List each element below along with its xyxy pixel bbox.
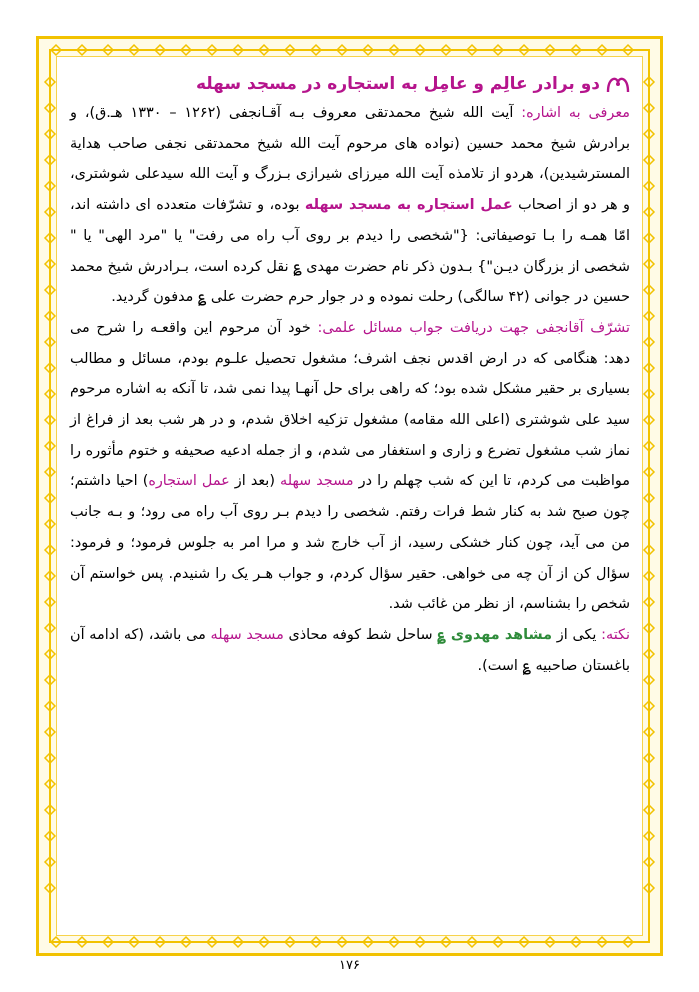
border-diamond [644, 857, 654, 867]
section-title-text: دو برادر عالِم و عامِل به استجاره در مسجد سهله [195, 74, 600, 94]
border-diamond [644, 337, 654, 347]
border-diamond [45, 233, 55, 243]
paragraph-intro [70, 98, 630, 313]
border-diamond [571, 937, 581, 947]
intro-text-2: بوده، و تشرّفات متعدده ای داشته اند، امّا همـه را بـا توصیفاتی: {"شخصی را دیدم بر روی آب راه می رفت" یا "مرد الهی" یا " شخصی از بزرگان دیـن"} بـدون ذکر نام حضرت مهدی ؏ نقل کرده است، بـرادرش شیخ محمد حسین در جوانی (۴۲ سالگی) رحلت نموده و در جوار حرم حضرت علی ؏ مدفون گردید. [70, 197, 630, 306]
intro-label: معرفی به اشاره: [521, 105, 630, 121]
border-diamond [129, 45, 139, 55]
border-diamond [259, 45, 269, 55]
border-diamond [493, 937, 503, 947]
border-diamond [155, 937, 165, 947]
border-diamond [45, 701, 55, 711]
border-diamond [45, 623, 55, 633]
border-diamond [441, 937, 451, 947]
border-diamond [363, 937, 373, 947]
border-diamond [597, 45, 607, 55]
border-diamond [45, 311, 55, 321]
border-diamond [155, 45, 165, 55]
border-diamond [233, 45, 243, 55]
note-text-1: یکی از [552, 626, 602, 643]
border-diamond [644, 701, 654, 711]
border-diamond [644, 831, 654, 841]
border-diamond [644, 233, 654, 243]
border-diamond [644, 285, 654, 295]
document-body [70, 70, 630, 890]
border-diamond [45, 415, 55, 425]
border-diamond [311, 45, 321, 55]
border-diamond [644, 805, 654, 815]
border-diamond [415, 937, 425, 947]
border-diamond [51, 937, 61, 947]
border-diamond [45, 571, 55, 581]
border-diamond [441, 45, 451, 55]
border-diamond [644, 649, 654, 659]
border-diamond [45, 727, 55, 737]
border-diamond [644, 181, 654, 191]
note-text-2: ساحل شط کوفه محاذی [283, 626, 438, 643]
border-diamond [45, 337, 55, 347]
note-green-highlight: مشاهد مهدوی ؏ [437, 626, 553, 643]
border-diamond [45, 753, 55, 763]
story-text-2: (بعد از [229, 473, 280, 490]
border-diamond [45, 389, 55, 399]
border-diamond [644, 103, 654, 113]
border-diamond [644, 389, 654, 399]
border-diamond [415, 45, 425, 55]
border-diamond [644, 753, 654, 763]
border-diamond [181, 45, 191, 55]
border-diamond [644, 415, 654, 425]
border-diamond [644, 493, 654, 503]
border-diamond [644, 77, 654, 87]
border-diamond [644, 519, 654, 529]
border-diamond [644, 259, 654, 269]
border-diamond [545, 937, 555, 947]
border-diamond [45, 77, 55, 87]
story-highlight-2: عمل استجاره [148, 473, 230, 490]
intro-highlight: عمل استجاره به مسجد سهله [304, 197, 513, 214]
border-diamond [644, 675, 654, 685]
border-diamond [644, 883, 654, 893]
border-diamond [45, 493, 55, 503]
paragraph-note [70, 620, 630, 681]
intro-text-1: آیت الله شیخ محمدتقی معروف بـه آقـانجفی (۱۲۶۲ – ۱۳۳۰ هـ.ق)، و برادرش شیخ محمد حسین (نواده های مرحوم آیت الله شیخ محمدتقی نجفی صاحب هدایة المسترشیدین)، هردو از تلامذه آیت الله میرزای شیرازی بـزرگ و آیت الله سیدعلی شوشتری، و هر دو از اصحاب [70, 105, 630, 214]
border-diamond [45, 103, 55, 113]
border-diamond [337, 937, 347, 947]
border-diamond [644, 779, 654, 789]
border-diamond [644, 441, 654, 451]
border-diamond [45, 649, 55, 659]
border-diamond [519, 45, 529, 55]
border-diamond [545, 45, 555, 55]
paragraph-story [70, 313, 630, 620]
border-diamond [644, 155, 654, 165]
border-diamond [311, 937, 321, 947]
border-diamond [389, 937, 399, 947]
border-diamond [285, 45, 295, 55]
page-number: ۱۷۶ [339, 958, 360, 973]
border-diamond [571, 45, 581, 55]
section-title [70, 70, 630, 98]
border-diamond [45, 441, 55, 451]
border-diamond [45, 831, 55, 841]
story-label: تشرّف آقانجفی جهت دریافت جواب مسائل علمی: [317, 319, 630, 336]
border-diamond [45, 285, 55, 295]
border-diamond [467, 937, 477, 947]
border-diamond [45, 805, 55, 815]
border-diamond [644, 467, 654, 477]
border-diamond [45, 363, 55, 373]
border-diamond [644, 207, 654, 217]
border-diamond [45, 467, 55, 477]
border-diamond [363, 45, 373, 55]
border-diamond [45, 155, 55, 165]
border-diamond [103, 937, 113, 947]
border-diamond [45, 857, 55, 867]
border-diamond [467, 45, 477, 55]
border-diamond [77, 937, 87, 947]
border-diamond [644, 571, 654, 581]
border-diamond [45, 519, 55, 529]
border-diamond [623, 45, 633, 55]
story-highlight-1: مسجد سهله [280, 473, 354, 490]
border-diamond [644, 623, 654, 633]
border-diamond [207, 45, 217, 55]
border-diamond [623, 937, 633, 947]
border-diamond [644, 597, 654, 607]
border-diamond [644, 727, 654, 737]
border-diamond [644, 311, 654, 321]
border-diamond [45, 181, 55, 191]
note-text-3: می باشد، (که ادامه آن باغستان صاحبیه ؏ است). [70, 626, 630, 674]
border-diamond [233, 937, 243, 947]
border-diamond [45, 129, 55, 139]
border-diamond [129, 937, 139, 947]
border-diamond [644, 129, 654, 139]
border-diamond [45, 259, 55, 269]
border-diamond [259, 937, 269, 947]
border-diamond [45, 545, 55, 555]
border-diamond [597, 937, 607, 947]
border-diamond [337, 45, 347, 55]
border-diamond [45, 597, 55, 607]
border-diamond [493, 45, 503, 55]
border-diamond [45, 207, 55, 217]
border-diamond [77, 45, 87, 55]
border-diamond [45, 675, 55, 685]
border-diamond [207, 937, 217, 947]
border-diamond [285, 937, 295, 947]
border-diamond [519, 937, 529, 947]
story-text-1: خود آن مرحوم این واقعـه را شرح می دهد: هنگامی که در ارض اقدس نجف اشرف؛ مشغول تحصیل علـوم بودم، مسائل و مطالب بسیاری بر حقیر مشکل شده بود؛ که راهی برای حل آنهـا پیدا نمی شد، تا آنکه به اشاره مرحوم سید علی شوشتری (اعلی الله مقامه) مشغول تزکیه اخلاق شدم، و در هر شب بعد از فراغ از نماز شب مشغول تضرع و زاری و استغفار می شدم، و از جمله ادعیه صحیفه و ختوم مأثوره را مواظبت می کردم، تا این که شب چهلم را در [70, 319, 631, 490]
border-diamond [644, 363, 654, 373]
border-diamond [45, 779, 55, 789]
note-highlight: مسجد سهله [210, 626, 284, 643]
border-diamond [389, 45, 399, 55]
note-label: نکته: [601, 626, 630, 643]
border-diamond [51, 45, 61, 55]
bookmark-ornament-icon [606, 74, 630, 94]
border-diamond [181, 937, 191, 947]
border-diamond [103, 45, 113, 55]
story-text-3: ) احیا داشتم؛ چون صبح شد به کنار شط فرات رفتم. شخصی را دیدم بـر روی آب راه می رود؛ و بـه جانب من می آید، چون کنار خشکی رسید، از آب خارج شد و مرا امر به جلوس فرمود؛ و فرمود: سؤال کن از آن چه می خواهی. حقیر سؤال کردم، و جواب هـر یک را شنیدم. پس خواستم آن شخص را بشناسم، از نظر من غائب شد. [70, 473, 630, 613]
border-diamond [45, 883, 55, 893]
border-diamond [644, 545, 654, 555]
